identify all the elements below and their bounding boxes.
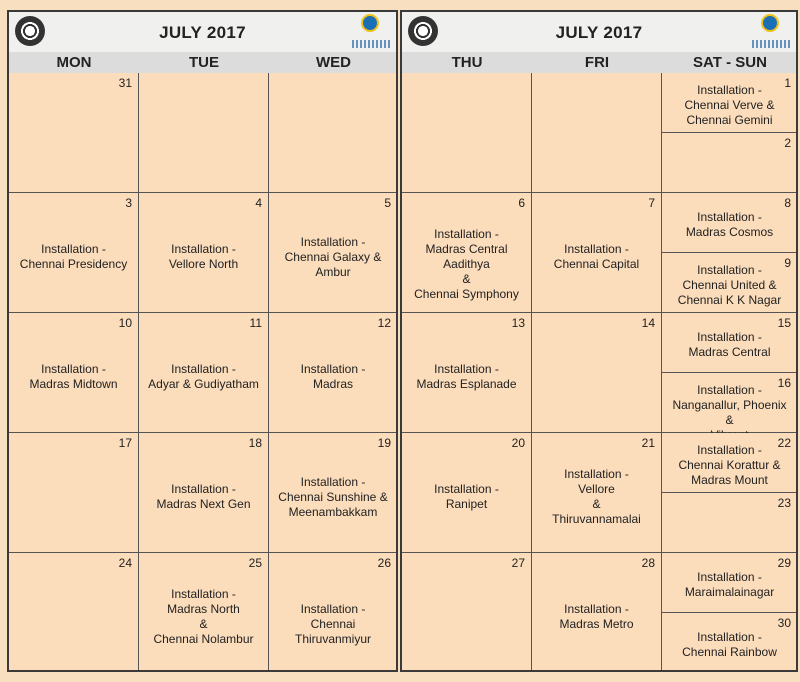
day-names-left: [9, 52, 396, 74]
event-text: [275, 235, 391, 280]
event-line: Ranipet: [445, 497, 488, 511]
day-cell-sun: [662, 253, 798, 313]
day-cell-wed: [269, 193, 398, 313]
event-line: Thiruvannamalai: [552, 512, 641, 526]
event-line: Chennai Gemini: [686, 113, 773, 127]
day-number: 5: [384, 196, 391, 210]
day-number: 24: [118, 556, 132, 570]
event-text: [668, 210, 791, 240]
day-cell-mon: [9, 73, 139, 193]
day-cell-mon: [9, 313, 139, 433]
event-line: Maraimalainagar: [684, 585, 775, 599]
day-cell-tue: [139, 193, 269, 313]
day-cell-sun: [662, 493, 798, 553]
calendar-panel-left: [7, 10, 398, 672]
day-number: 29: [777, 556, 791, 570]
day-cell-wed: [269, 553, 398, 672]
event-line: Installation -: [697, 443, 762, 457]
event-line: Installation -: [171, 482, 236, 496]
district-logo-icon: [352, 14, 390, 48]
event-line: Chennai Capital: [553, 257, 640, 271]
day-number: 3: [125, 196, 132, 210]
event-line: Madras: [312, 377, 353, 391]
event-line: Madras Midtown: [29, 377, 118, 391]
day-number: 9: [784, 256, 791, 270]
day-number: 18: [248, 436, 262, 450]
day-number: 7: [648, 196, 655, 210]
district-logo-icon: [752, 14, 790, 48]
day-number: 25: [248, 556, 262, 570]
event-line: Chennai Sunshine &: [278, 490, 388, 504]
day-cell-wed: [269, 73, 398, 193]
event-line: Installation -: [697, 210, 762, 224]
day-number: 15: [777, 316, 791, 330]
day-cell-thu: [402, 73, 532, 193]
day-cell-tue: [139, 73, 269, 193]
event-line: Installation -: [564, 602, 629, 616]
event-text: [408, 482, 525, 512]
month-header-right: [402, 12, 796, 53]
event-line: Chennai Presidency: [19, 257, 128, 271]
event-line: Madras Mount: [691, 473, 768, 487]
event-line: Chennai Korattur &: [678, 458, 781, 472]
event-line: Installation -: [697, 570, 762, 584]
day-number: 22: [777, 436, 791, 450]
event-text: [668, 570, 791, 600]
day-number: 13: [511, 316, 525, 330]
month-title-right: JULY 2017: [555, 23, 643, 42]
event-line: Installation -: [697, 383, 762, 397]
day-cell-fri: [532, 193, 662, 313]
event-text: [15, 242, 132, 272]
month-title-left: JULY 2017: [159, 23, 246, 42]
event-line: Nanganallur, Phoenix &: [672, 398, 787, 427]
event-line: &: [199, 617, 208, 631]
day-number: 27: [511, 556, 525, 570]
calendar-panel-right: [400, 10, 798, 672]
event-line: Chennai Galaxy &: [284, 250, 382, 264]
day-number: 21: [641, 436, 655, 450]
event-line: Chennai K K Nagar: [677, 293, 782, 307]
event-line: &: [592, 497, 601, 511]
event-line: Installation -: [697, 263, 762, 277]
event-text: [668, 83, 791, 128]
day-cell-sun: [662, 373, 798, 433]
event-text: [275, 475, 391, 520]
event-text: [668, 630, 791, 660]
day-number: 11: [249, 316, 262, 330]
day-number: 14: [641, 316, 655, 330]
event-text: [408, 227, 525, 302]
event-line: Madras Central Aadithya: [425, 242, 508, 271]
event-line: Madras Next Gen: [156, 497, 251, 511]
day-cell-thu: [402, 433, 532, 553]
day-names-right: [402, 52, 796, 74]
event-line: Installation -: [697, 630, 762, 644]
event-line: Installation -: [41, 362, 106, 376]
day-number: 28: [641, 556, 655, 570]
event-text: [668, 263, 791, 308]
day-number: 16: [777, 376, 791, 390]
event-line: Installation -: [434, 227, 499, 241]
day-name-mon: MON: [56, 54, 92, 71]
event-text: [668, 443, 791, 488]
day-cell-sun: [662, 133, 798, 193]
day-number: 8: [784, 196, 791, 210]
event-text: [408, 362, 525, 392]
day-name-thu: THU: [451, 54, 483, 71]
day-cell-wed: [269, 433, 398, 553]
day-cell-sat: [662, 553, 798, 613]
day-cell-thu: [402, 553, 532, 672]
day-number: 2: [784, 136, 791, 150]
event-text: [145, 242, 262, 272]
day-number: 23: [777, 496, 791, 510]
event-line: Installation -: [697, 83, 762, 97]
event-line: Installation -: [434, 362, 499, 376]
event-text: [538, 467, 655, 527]
day-cell-tue: [139, 433, 269, 553]
day-cell-sun: [662, 613, 798, 672]
event-line: Installation -: [697, 330, 762, 344]
day-cell-sat: [662, 73, 798, 133]
event-line: Chennai Rainbow: [682, 645, 777, 659]
event-line: Installation -: [434, 482, 499, 496]
day-number: 31: [118, 76, 132, 90]
day-name-fri: FRI: [584, 54, 610, 71]
day-number: 17: [118, 436, 132, 450]
day-name-wed: WED: [316, 54, 351, 71]
day-cell-fri: [532, 313, 662, 433]
event-line: Madras North: [167, 602, 240, 616]
event-line: Chennai Symphony: [414, 287, 519, 301]
day-cell-mon: [9, 553, 139, 672]
event-line: Vellore North: [168, 257, 239, 271]
event-line: Installation -: [41, 242, 106, 256]
event-line: Chennai Thiruvanmiyur: [294, 617, 372, 646]
event-line: Chennai Verve &: [684, 98, 775, 112]
event-text: [275, 602, 391, 647]
event-line: &: [462, 272, 471, 286]
event-line: Madras Metro: [559, 617, 634, 631]
day-cell-tue: [139, 553, 269, 672]
day-cell-sat: [662, 313, 798, 373]
day-cell-thu: [402, 313, 532, 433]
day-number: 1: [784, 76, 791, 90]
day-name-tue: TUE: [189, 54, 219, 71]
event-line: Meenambakkam: [288, 505, 378, 519]
day-number: 19: [377, 436, 391, 450]
event-line: Chennai Nolambur: [153, 632, 254, 646]
event-text: [145, 362, 262, 392]
event-line: Installation -: [171, 362, 236, 376]
day-number: 26: [377, 556, 391, 570]
event-line: Madras Central: [688, 345, 771, 359]
event-line: Installation -: [564, 242, 629, 256]
event-text: [668, 330, 791, 360]
event-line: Installation -: [171, 242, 236, 256]
day-number: 4: [255, 196, 262, 210]
day-cell-sat: [662, 193, 798, 253]
day-cell-fri: [532, 553, 662, 672]
event-text: [275, 362, 391, 392]
event-line: Installation -: [564, 467, 629, 481]
day-cell-mon: [9, 193, 139, 313]
day-number: 10: [118, 316, 132, 330]
event-line: Chennai United &: [682, 278, 777, 292]
day-cell-wed: [269, 313, 398, 433]
day-cell-sat: [662, 433, 798, 493]
day-number: 12: [377, 316, 391, 330]
event-line: Madras Esplanade: [416, 377, 517, 391]
event-line: Installation -: [300, 362, 366, 376]
event-line: Installation -: [300, 235, 366, 249]
event-text: [145, 587, 262, 647]
day-cell-fri: [532, 73, 662, 193]
day-number: 30: [777, 616, 791, 630]
day-number: 6: [518, 196, 525, 210]
day-cell-tue: [139, 313, 269, 433]
event-text: [538, 242, 655, 272]
event-text: [15, 362, 132, 392]
event-text: [538, 602, 655, 632]
event-line: Vellore: [578, 482, 615, 496]
day-cell-thu: [402, 193, 532, 313]
month-header-left: [9, 12, 396, 53]
event-line: Adyar & Gudiyatham: [148, 377, 259, 391]
event-line: Installation -: [171, 587, 236, 601]
day-cell-fri: [532, 433, 662, 553]
event-line: Installation -: [300, 602, 366, 616]
day-cell-mon: [9, 433, 139, 553]
event-line: Installation -: [300, 475, 366, 489]
day-number: 20: [511, 436, 525, 450]
event-line: Ambur: [315, 265, 351, 279]
event-text: [145, 482, 262, 512]
day-name-sat-sun: SAT - SUN: [693, 54, 767, 71]
event-line: Madras Cosmos: [685, 225, 774, 239]
